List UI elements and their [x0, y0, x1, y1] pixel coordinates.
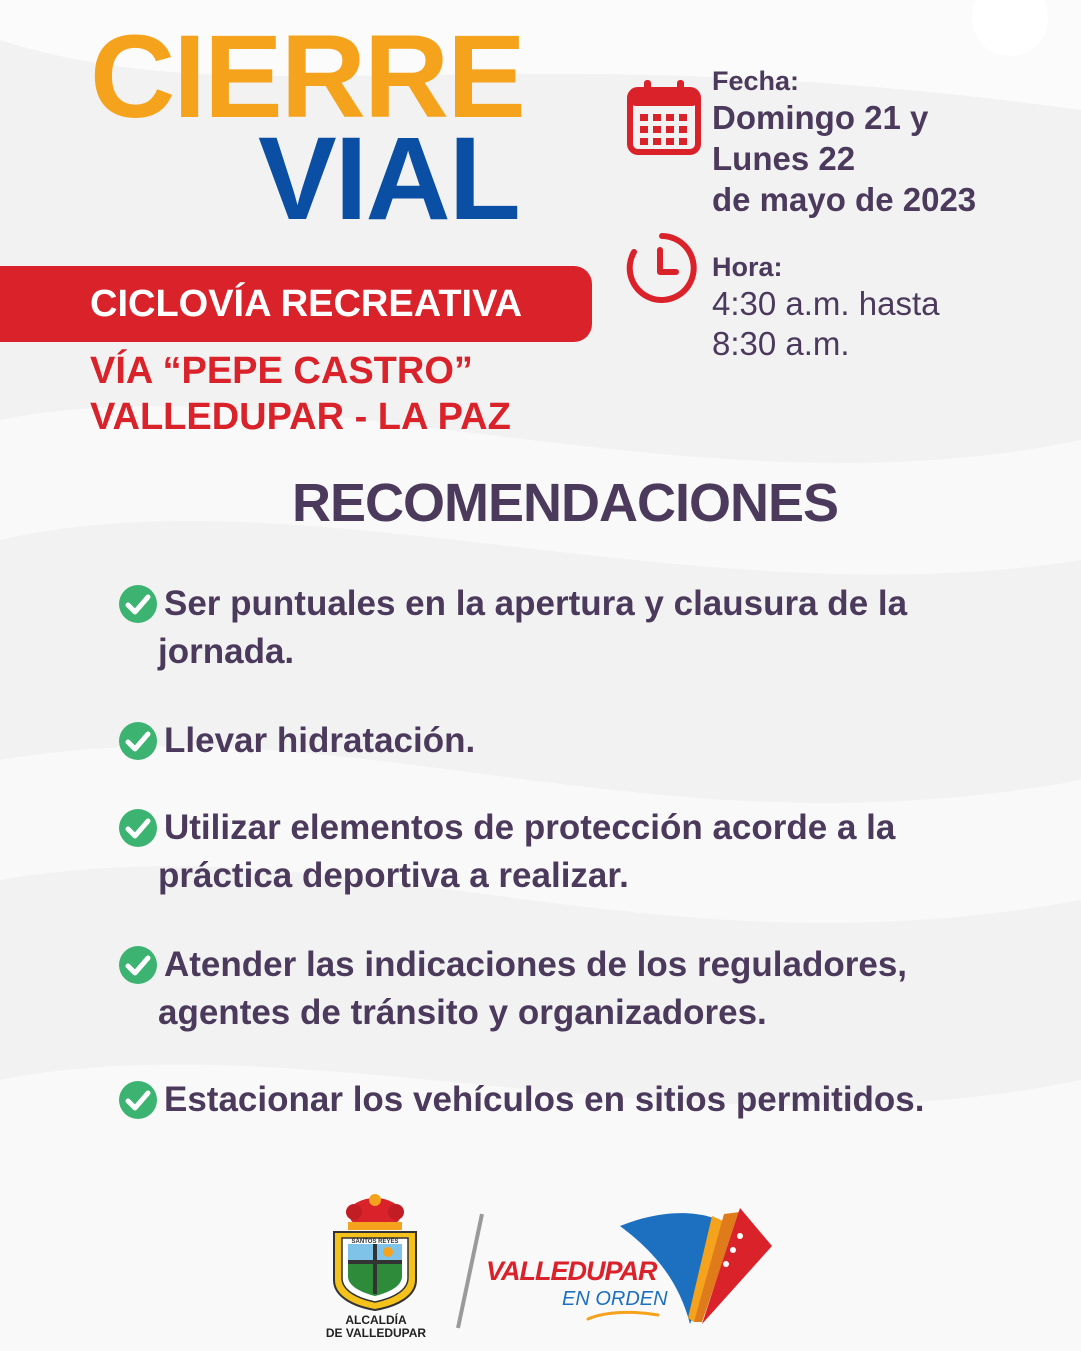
recommendation-text: Estacionar los vehículos en sitios permitidos. — [164, 1080, 925, 1119]
recommendation-text: Atender las indicaciones de los reguladores, — [164, 945, 908, 984]
time-value — [712, 284, 939, 364]
seal-caption — [316, 1314, 436, 1340]
date-line2: Lunes 22 — [712, 140, 856, 177]
recommendations-title: RECOMENDACIONES — [291, 473, 839, 533]
recommendation-text: Ser puntuales en la apertura y clausura de la — [164, 584, 908, 623]
recommendation-text: Utilizar elementos de protección acorde a la — [164, 808, 896, 847]
title-vial: VIAL — [258, 113, 519, 245]
time-label: Hora: — [712, 252, 783, 282]
calendar-icon — [626, 78, 702, 156]
recommendation-text-cont: jornada. — [158, 632, 295, 671]
date-label: Fecha: — [712, 66, 800, 96]
title-cierre: CIERRE — [90, 11, 524, 143]
brand-tagline: EN ORDEN — [562, 1288, 668, 1310]
event-name: CICLOVÍA RECREATIVA — [90, 283, 523, 325]
check-circle-icon — [118, 721, 158, 761]
route-line2: VALLEDUPAR - LA PAZ — [90, 396, 511, 438]
recommendation-item — [118, 1076, 1018, 1124]
municipal-seal-logo — [328, 1192, 422, 1312]
seal-caption-line1: ALCALDÍA — [345, 1313, 407, 1327]
check-circle-icon — [118, 584, 158, 624]
recommendation-text-cont: práctica deportiva a realizar. — [158, 856, 629, 895]
recommendation-text-cont: agentes de tránsito y organizadores. — [158, 993, 767, 1032]
check-circle-icon — [118, 945, 158, 985]
recommendation-item — [118, 941, 1018, 1037]
recommendation-item — [118, 804, 1018, 900]
check-circle-icon — [118, 1080, 158, 1120]
time-line2: 8:30 a.m. — [712, 325, 850, 362]
route — [90, 348, 511, 440]
date-value — [712, 97, 976, 220]
date-line1: Domingo 21 y — [712, 99, 929, 136]
brand-name: VALLEDUPAR — [486, 1256, 657, 1286]
date-line3: de mayo de 2023 — [712, 181, 977, 218]
brand-underline — [586, 1309, 660, 1321]
recommendation-item — [118, 717, 1018, 765]
check-circle-icon — [118, 808, 158, 848]
seal-caption-line2: DE VALLEDUPAR — [325, 1326, 427, 1340]
recommendation-item — [118, 580, 1018, 676]
footer-divider — [452, 1212, 486, 1330]
clock-icon — [626, 232, 698, 304]
route-line1: VÍA “PEPE CASTRO” — [90, 350, 473, 392]
recommendation-text: Llevar hidratación. — [164, 721, 476, 760]
svg-text:SANTOS REYES: SANTOS REYES — [351, 1239, 399, 1245]
time-line1: 4:30 a.m. hasta — [712, 285, 940, 322]
